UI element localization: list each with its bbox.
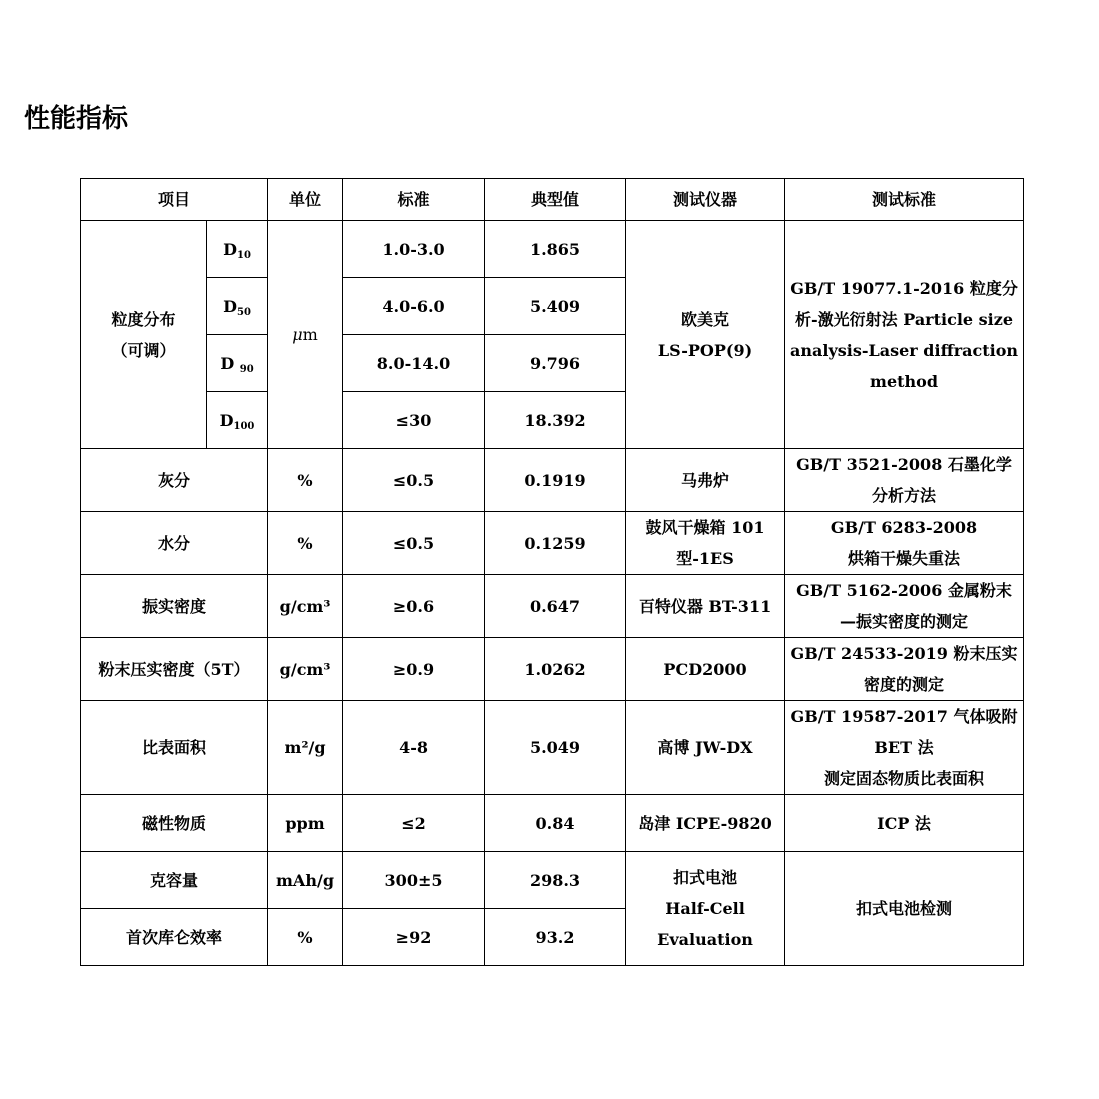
magnetic-item: 磁性物质 [81,795,268,852]
halfcell-instrument [626,852,785,966]
moisture-method-1: GB/T 6283-2008 [830,518,978,537]
psd-d50-typical: 5.409 [485,278,626,335]
halfcell-method: 扣式电池检测 [785,852,1024,966]
ash-item: 灰分 [81,449,268,512]
header-unit: 单位 [268,179,343,221]
bet-typical: 5.049 [485,701,626,795]
psd-instrument-1: 欧美克 [681,309,730,329]
tap-method [785,575,1024,638]
psd-d90-standard: 8.0-14.0 [343,335,485,392]
capacity-typical: 298.3 [485,852,626,909]
psd-d-sub: 100 [233,420,255,432]
moisture-unit: % [268,512,343,575]
moisture-method [785,512,1024,575]
capacity-item: 克容量 [81,852,268,909]
table-row [81,638,1024,701]
bet-method-2: BET 法 [874,738,934,757]
psd-d-sub: 90 [239,363,254,375]
bet-method [785,701,1024,795]
compact-typical: 1.0262 [485,638,626,701]
compact-method-2: 密度的测定 [864,675,945,694]
psd-d-label: D [220,353,240,373]
header-method: 测试标准 [785,179,1024,221]
efficiency-unit: % [268,909,343,966]
psd-d-label: D [223,296,237,316]
ash-method [785,449,1024,512]
bet-method-1: GB/T 19587-2017 气体吸附 [790,707,1018,726]
moisture-method-2: 烘箱干燥失重法 [848,549,961,568]
tap-method-1: GB/T 5162-2006 金属粉末 [796,581,1012,600]
magnetic-typical: 0.84 [485,795,626,852]
bet-standard: 4-8 [343,701,485,795]
moisture-typical: 0.1259 [485,512,626,575]
psd-d-label: D [219,410,234,430]
halfcell-instrument-1: 扣式电池 [673,868,738,887]
psd-unit-mu: μ [292,325,303,344]
ash-standard: ≤0.5 [343,449,485,512]
psd-method-3: analysis-Laser diffraction [790,340,1019,360]
halfcell-instrument-2: Half-Cell [665,899,745,918]
tap-instrument: 百特仪器 BT-311 [626,575,785,638]
efficiency-item: 首次库仑效率 [81,909,268,966]
tap-standard: ≥0.6 [343,575,485,638]
bet-unit: m²/g [268,701,343,795]
psd-d10 [207,221,268,278]
psd-d10-standard: 1.0-3.0 [343,221,485,278]
psd-d50-standard: 4.0-6.0 [343,278,485,335]
psd-d100-typical: 18.392 [485,392,626,449]
psd-method [785,221,1024,449]
psd-instrument [626,221,785,449]
efficiency-typical: 93.2 [485,909,626,966]
header-row [81,179,1024,221]
magnetic-instrument: 岛津 ICPE-9820 [626,795,785,852]
psd-unit [268,221,343,449]
ash-instrument: 马弗炉 [626,449,785,512]
moisture-instrument-1: 鼓风干燥箱 101 [645,518,765,537]
compact-method [785,638,1024,701]
psd-unit-m: m [302,325,318,344]
tap-unit: g/cm³ [268,575,343,638]
table-row [81,701,1024,795]
psd-d-sub: 50 [236,306,251,318]
moisture-standard: ≤0.5 [343,512,485,575]
magnetic-standard: ≤2 [343,795,485,852]
compact-method-1: GB/T 24533-2019 粉末压实 [790,644,1018,663]
header-standard: 标准 [343,179,485,221]
compact-instrument: PCD2000 [626,638,785,701]
tap-item: 振实密度 [81,575,268,638]
psd-method-4: method [870,371,939,391]
moisture-instrument [626,512,785,575]
psd-d50 [207,278,268,335]
table-row [81,449,1024,512]
psd-adjustable: （可调） [111,340,176,360]
psd-instrument-2: LS-POP(9) [657,340,753,360]
moisture-item: 水分 [81,512,268,575]
capacity-unit: mAh/g [268,852,343,909]
psd-name: 粒度分布 [111,309,176,329]
psd-d-label: D [223,239,237,259]
ash-typical: 0.1919 [485,449,626,512]
psd-d-sub: 10 [236,249,251,261]
psd-d90-typical: 9.796 [485,335,626,392]
table-row [81,852,1024,909]
psd-d100-standard: ≤30 [343,392,485,449]
compact-unit: g/cm³ [268,638,343,701]
table-row [81,221,1024,278]
psd-d90 [207,335,268,392]
bet-instrument: 高博 JW-DX [626,701,785,795]
tap-method-2: —振实密度的测定 [840,612,969,631]
ash-method-1: GB/T 3521-2008 石墨化学 [796,455,1012,474]
psd-d100 [207,392,268,449]
halfcell-instrument-3: Evaluation [657,930,753,949]
table-row [81,512,1024,575]
magnetic-unit: ppm [268,795,343,852]
ash-method-2: 分析方法 [872,486,937,505]
header-instrument: 测试仪器 [626,179,785,221]
bet-item: 比表面积 [81,701,268,795]
header-typical: 典型值 [485,179,626,221]
moisture-instrument-2: 型-1ES [676,549,734,568]
magnetic-method: ICP 法 [785,795,1024,852]
table-row [81,575,1024,638]
tap-typical: 0.647 [485,575,626,638]
compact-standard: ≥0.9 [343,638,485,701]
table-row [81,795,1024,852]
compact-item: 粉末压实密度（5T） [81,638,268,701]
efficiency-standard: ≥92 [343,909,485,966]
psd-method-2: 析-激光衍射法 Particle size [795,309,1014,329]
psd-d10-typical: 1.865 [485,221,626,278]
header-item: 项目 [81,179,268,221]
psd-method-1: GB/T 19077.1-2016 粒度分 [790,278,1018,298]
spec-table [80,178,1024,966]
ash-unit: % [268,449,343,512]
bet-method-3: 测定固态物质比表面积 [824,769,985,788]
page-title: 性能指标 [24,104,129,134]
psd-label [81,221,207,449]
capacity-standard: 300±5 [343,852,485,909]
